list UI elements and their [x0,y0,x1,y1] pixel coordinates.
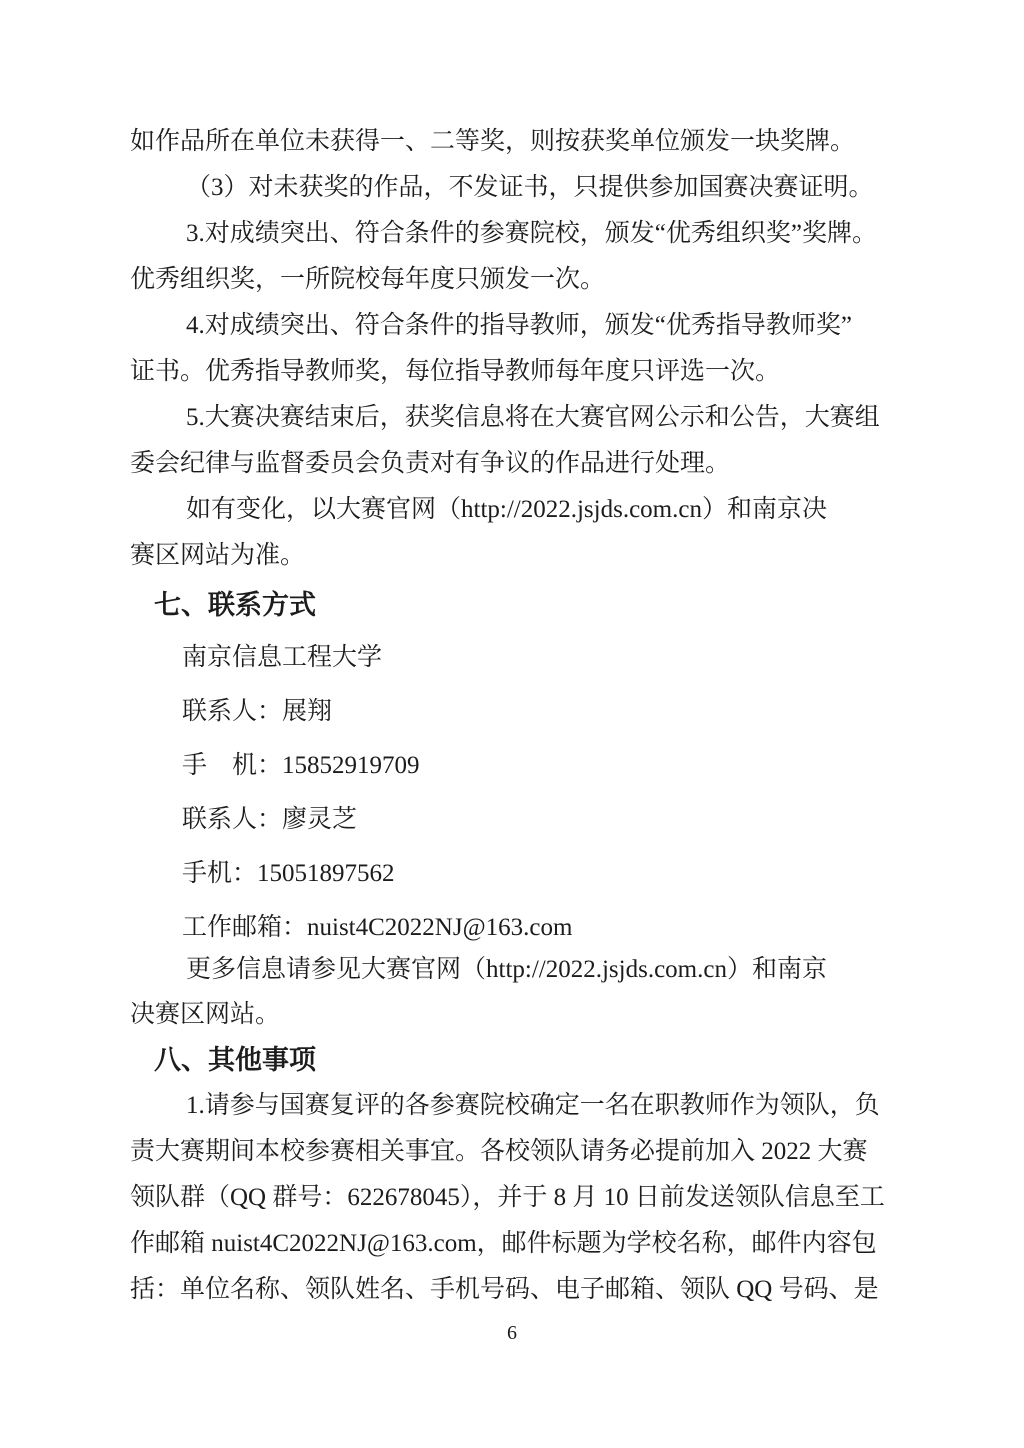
body-text-line: 如有变化，以大赛官网（http://2022.jsjds.com.cn）和南京决 [186,496,827,523]
body-text-line: 作邮箱 nuist4C2022NJ@163.com，邮件标题为学校名称，邮件内容包 [130,1230,877,1257]
document-body [130,119,894,1313]
body-text-line: 如作品所在单位未获得一、二等奖，则按获奖单位颁发一块奖牌。 [130,128,856,155]
body-text-line: 委会纪律与监督委员会负责对有争议的作品进行处理。 [130,450,731,477]
body-text-line: 3.对成绩突出、符合条件的参赛院校，颁发“优秀组织奖”奖牌。 [186,220,877,247]
contact-phone-2: 手机：15051897562 [182,860,395,887]
body-text-line: 决赛区网站。 [130,1001,281,1028]
body-text-line: 赛区网站为准。 [130,542,306,569]
section-heading-contact: 七、联系方式 [154,590,316,620]
contact-person-1: 联系人：展翔 [182,698,333,725]
contact-person-2: 联系人：廖灵芝 [182,806,358,833]
page-number: 6 [507,1322,517,1344]
body-text-line: 更多信息请参见大赛官网（http://2022.jsjds.com.cn）和南京 [186,956,827,983]
body-text-line: 证书。优秀指导教师奖，每位指导教师每年度只评选一次。 [130,358,781,385]
body-text-line: 领队群（QQ 群号：622678045），并于 8 月 10 日前发送领队信息至工 [130,1184,885,1211]
body-text-line: 括：单位名称、领队姓名、手机号码、电子邮箱、领队 QQ 号码、是 [130,1276,879,1303]
body-text-line: 4.对成绩突出、符合条件的指导教师，颁发“优秀指导教师奖” [186,312,852,339]
body-text-line: 责大赛期间本校参赛相关事宜。各校领队请务必提前加入 2022 大赛 [130,1138,868,1165]
contact-email: 工作邮箱：nuist4C2022NJ@163.com [182,914,573,941]
body-text-line: 5.大赛决赛结束后，获奖信息将在大赛官网公示和公告，大赛组 [186,404,880,431]
body-text-line: 优秀组织奖，一所院校每年度只颁发一次。 [130,266,606,293]
contact-phone-1: 手 机：15852919709 [182,752,420,779]
body-text-line: （3）对未获奖的作品，不发证书，只提供参加国赛决赛证明。 [186,174,874,201]
contact-university: 南京信息工程大学 [182,644,383,671]
section-heading-other: 八、其他事项 [154,1045,316,1075]
body-text-line: 1.请参与国赛复评的各参赛院校确定一名在职教师作为领队，负 [186,1092,880,1119]
